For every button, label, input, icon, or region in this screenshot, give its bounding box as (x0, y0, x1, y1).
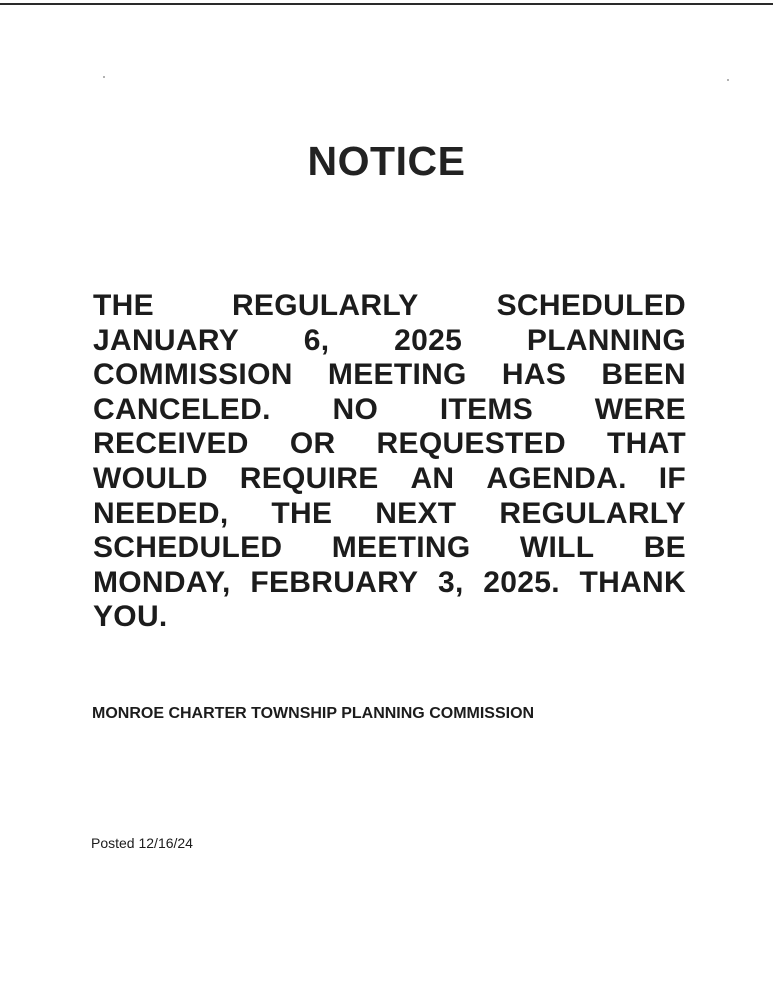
notice-body-line (93, 531, 686, 566)
notice-word: ITEMS (439, 392, 534, 426)
notice-word: WOULD (93, 461, 208, 495)
notice-body (93, 289, 686, 635)
notice-word: NO (332, 392, 379, 426)
notice-body-line: YOU. (93, 600, 168, 634)
notice-word: REQUIRE (239, 461, 379, 495)
notice-body-line (93, 462, 686, 497)
signature-line: MONROE CHARTER TOWNSHIP PLANNING COMMISSION (92, 705, 535, 722)
notice-word: THE (93, 289, 154, 322)
notice-word: MONDAY, (93, 565, 231, 599)
notice-body-line (93, 289, 686, 324)
scan-speck (103, 76, 105, 78)
notice-word: MEETING (331, 531, 471, 565)
notice-word: REGULARLY (231, 289, 419, 322)
notice-word: WERE (594, 392, 686, 426)
notice-word: IF (658, 461, 686, 495)
notice-word: THAT (607, 427, 686, 461)
notice-body-line (93, 566, 686, 601)
notice-word: COMMISSION (93, 358, 293, 392)
notice-word: NEXT (375, 496, 457, 530)
notice-title: NOTICE (307, 138, 466, 184)
notice-word: HAS (501, 358, 567, 392)
notice-word: 3, (437, 565, 464, 599)
notice-body-line (93, 497, 686, 532)
notice-word: RECEIVED (93, 427, 249, 461)
posted-date: Posted 12/16/24 (91, 835, 193, 851)
notice-word: PLANNING (526, 323, 686, 357)
notice-body-line (93, 324, 686, 359)
notice-word: BE (643, 531, 686, 565)
notice-body-line (93, 358, 686, 393)
notice-word: THANK (579, 565, 686, 599)
scan-speck (727, 79, 729, 81)
notice-word: 2025. (483, 565, 560, 599)
notice-word: REGULARLY (499, 496, 686, 530)
notice-word: AGENDA. (486, 461, 627, 495)
notice-word: OR (289, 427, 336, 461)
notice-word: MEETING (327, 358, 467, 392)
notice-body-line (93, 393, 686, 428)
notice-word: SCHEDULED (93, 531, 283, 565)
notice-word: SCHEDULED (496, 289, 686, 322)
notice-body-line (93, 427, 686, 462)
notice-word: 2025 (394, 323, 463, 357)
notice-word: FEBRUARY (250, 565, 419, 599)
notice-word: CANCELED. (93, 392, 271, 426)
notice-word: BEEN (601, 358, 686, 392)
notice-word: NEEDED, (93, 496, 229, 530)
notice-word: REQUESTED (376, 427, 566, 461)
scan-top-edge (0, 3, 773, 5)
notice-word: 6, (303, 323, 330, 357)
notice-word: AN (410, 461, 455, 495)
notice-word: WILL (519, 531, 595, 565)
notice-word: THE (271, 496, 333, 530)
notice-word: JANUARY (93, 323, 240, 357)
